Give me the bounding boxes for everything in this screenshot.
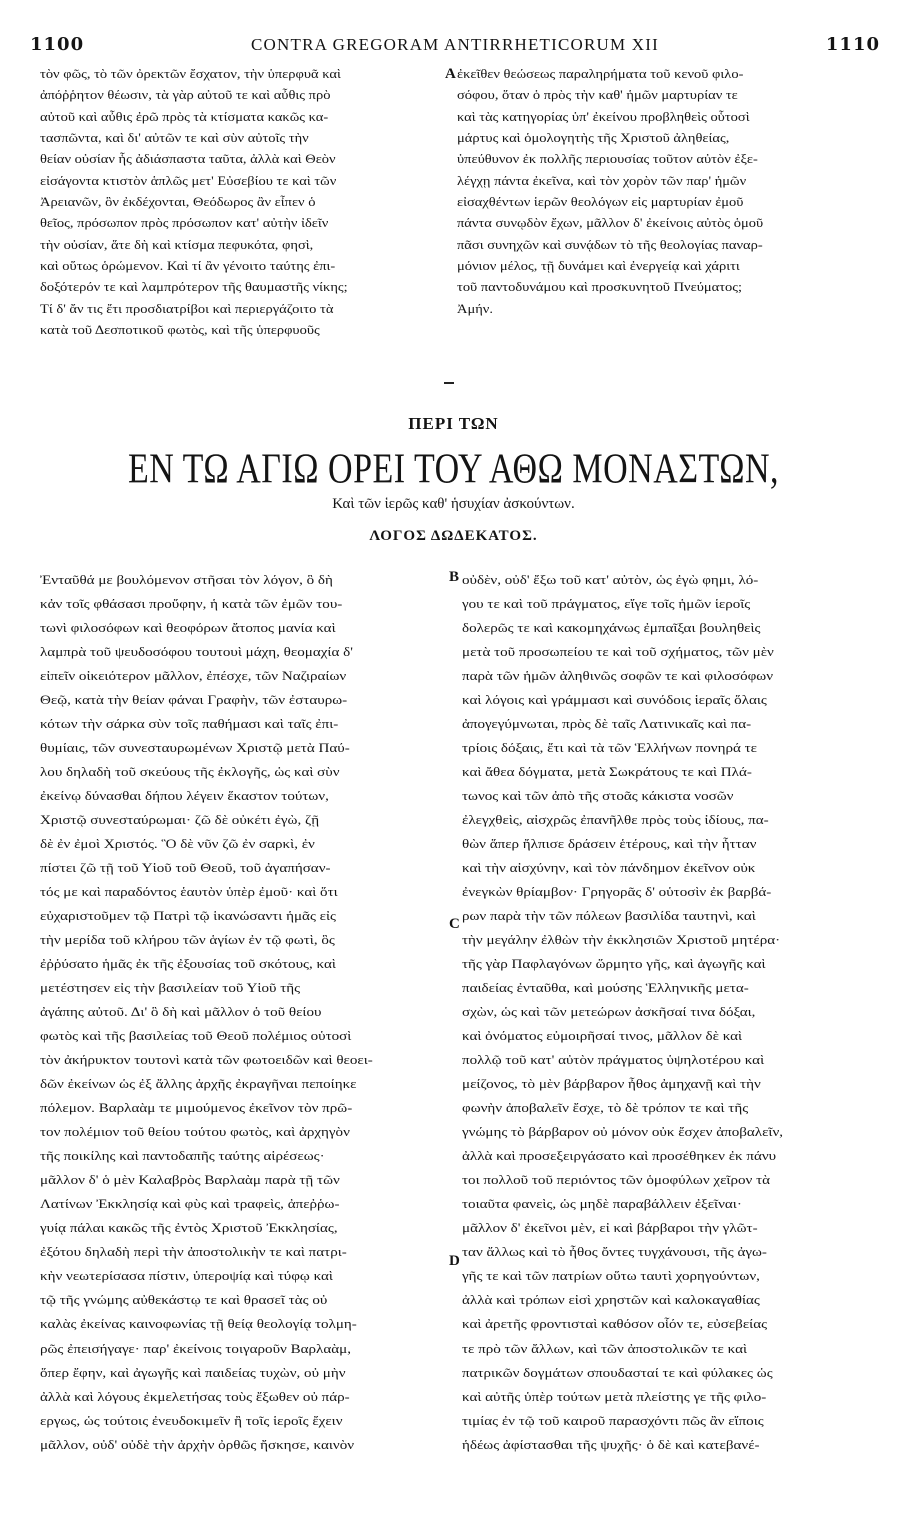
running-header: [30, 34, 880, 56]
text-line: λέγχῃ πάντα ἐκεῖνα, καὶ τὸν χορὸν τῶν παρ' ἡμῶν: [457, 173, 747, 188]
text-line: καὶ αὐτῆς ὑπὲρ τούτων μετὰ πλείστης γε τῆς φιλο-: [462, 1388, 767, 1404]
text-line: τὸν φῶς, τὸ τῶν ὀρεκτῶν ἔσχατον, τὴν ὑπερφυᾶ καὶ: [40, 67, 341, 81]
column-lower-right: [462, 568, 874, 1457]
text-line: ἀλλὰ καὶ τρόπων εἰσὶ χρηστῶν καὶ καλοκαγαθίας: [462, 1292, 760, 1308]
text-line: τιμίας ἐν τῷ τοῦ καιροῦ παρασχόντι πῶς ἂν εἴποις: [462, 1412, 764, 1428]
text-line: τῆς ποικίλης καὶ παντοδαπῆς ταύτης αἱρέσεως·: [40, 1148, 325, 1164]
text-line: τὴν μερίδα τοῦ κλήρου τῶν ἁγίων ἐν τῷ φωτὶ, ὃς: [40, 932, 335, 948]
text-line: Ἀμήν.: [457, 301, 493, 316]
text-line: ὅπερ ἔφην, καὶ ἀγωγῆς καὶ παιδείας τυχὼν, οὐ μὴν: [40, 1364, 346, 1380]
text-line: ἀγάπης αὐτοῦ. Δι' ὃ δὴ καὶ μᾶλλον ὁ τοῦ θείου: [40, 1004, 322, 1020]
margin-marker-a: A: [445, 66, 456, 82]
text-line: εὐχαριστοῦμεν τῷ Πατρὶ τῷ ἱκανώσαντι ἡμᾶς εἰς: [40, 908, 337, 924]
text-line: τοι πολλοῦ τοῦ περιόντος τῶν ὁμοφύλων χεῖρον τὰ: [462, 1172, 771, 1188]
text-line: ὑπεύθυνον ἐκ πολλῆς περιουσίας τοῦτον αὐτὸν ἐξε-: [457, 152, 758, 167]
text-line: τρίοις δόξαις, ἔτι καὶ τὰ τῶν Ἑλλήνων πονηρά τε: [462, 740, 757, 756]
text-line: εἰσάγοντα κτιστὸν ἁπλῶς μετ' Εὐσεβίου τε καὶ τῶν: [40, 173, 337, 188]
text-line: εργως, ὡς τούτοις ἐνευδοκιμεῖν ἢ τοῖς ἱεροῖς ἔχειν: [40, 1412, 343, 1428]
column-upper-left: [40, 64, 440, 341]
text-line: λαμπρὰ τοῦ ψευδοσόφου τουτουὶ μάχη, θεομαχία δ': [40, 644, 353, 660]
text-line: τὴν μεγάλην ἐλθὼν τὴν ἐκκλησιῶν Χριστοῦ μητέρα·: [462, 932, 781, 948]
text-line: εἰπεῖν οἰκειότερον μᾶλλον, ἐπέσχε, τῶν Ναζιραίων: [40, 668, 347, 684]
text-line: φωνὴν ἀποβαλεῖν ἔσχε, τὸ δὲ τρόπον τε καὶ τῆς: [462, 1100, 749, 1116]
text-line: οὐδὲν, οὐδ' ἔξω τοῦ κατ' αὐτὸν, ὡς ἐγὼ φημι, λό-: [462, 572, 759, 587]
text-line: παρὰ τῶν ἡμῶν ἀληθινῶς σοφῶν τε καὶ φιλοσόφων: [462, 668, 774, 684]
text-line: δολερῶς τε καὶ κακομηχάνως ἐμπαῖξαι βουληθεὶς: [462, 620, 761, 636]
text-line: ἐξότου δηλαδὴ περὶ τὴν ἀποστολικὴν τε καὶ πατρι-: [40, 1244, 347, 1260]
text-line: λου δηλαδὴ τοῦ σκεύους τῆς ἐκλογῆς, ὡς καὶ σὺν: [40, 764, 340, 780]
text-line: μείζονος, τὸ μὲν βάρβαρον ἦθος ἀμηχανῇ καὶ τὴν: [462, 1076, 761, 1092]
text-line: κότων τὴν σάρκα σὺν τοῖς παθήμασι καὶ ταῖς ἐπι-: [40, 716, 339, 732]
margin-marker-b: B: [449, 569, 460, 585]
column-upper-right: [457, 64, 872, 320]
text-line: ἀλλὰ καὶ προσεξειργάσατο καὶ προσέθηκεν ἐκ πάνυ: [462, 1148, 777, 1164]
text-line: Θεῷ, κατὰ τὴν θείαν φάναι Γραφὴν, τῶν ἐσταυρω-: [40, 692, 348, 708]
text-line: γῆς τε καὶ τῶν πατρίων οὕτω ταυτὶ χορηγούντων,: [462, 1268, 760, 1284]
text-line: αὐτοῦ καὶ αὖθις ἐρῶ πρὸς τὰ κτίσματα κακῶς κα-: [40, 109, 329, 124]
text-line: τωνος καὶ τῶν ἀπὸ τῆς στοᾶς κάκιστα νοσῶν: [462, 788, 734, 804]
text-line: τε πρὸ τῶν ἄλλων, καὶ τῶν ἀποστολικῶν τε καὶ: [462, 1340, 748, 1356]
text-line: εἰσαχθέντων ἱερῶν θεολόγων εἰς μαρτυρίαν ἐμοῦ: [457, 195, 744, 210]
text-line: ρῶς ἐπεισήγαγε· παρ' ἐκείνοις τοιγαροῦν Βαρλαὰμ,: [40, 1340, 351, 1356]
section-heading-subtitle: Καὶ τῶν ἱερῶς καθ' ἡσυχίαν ἀσκούντων.: [332, 496, 575, 512]
text-line: καὶ τὰς κατηγορίας ὑπ' ἐκείνου προβληθεὶς οὗτοσὶ: [457, 109, 750, 124]
text-line: τῆς γὰρ Παφλαγόνων ὥρμητο γῆς, καὶ ἀγωγῆς καὶ: [462, 956, 766, 972]
text-line: τὴν οὐσίαν, ἅτε δὴ καὶ κτίσμα πεφυκότα, φησὶ,: [40, 237, 314, 252]
section-heading-title: ΕΝ ΤΩ ΑΓΙΩ ΟΡΕΙ ΤΟΥ ΑΘΩ ΜΟΝΑΣΤΩΝ,: [127, 446, 780, 493]
text-line: καὶ λόγοις καὶ γράμμασι καὶ συνόδοις ἱεραῖς ὅλαις: [462, 692, 767, 708]
text-line: θείαν οὐσίαν ἧς ἀδιάσπαστα ταῦτα, ἀλλὰ καὶ Θεὸν: [40, 152, 336, 167]
text-line: καὶ ὀνόματος εὐμοιρῆσαί τινος, μᾶλλον δὲ καὶ: [462, 1028, 743, 1044]
page-number-right: 1110: [825, 34, 880, 55]
text-line: μόνιον μέλος, τῇ δυνάμει καὶ ἐνεργείᾳ καὶ χάριτι: [457, 259, 740, 274]
text-line: μετέστησεν εἰς τὴν βασιλείαν τοῦ Υἱοῦ τῆς: [40, 980, 301, 996]
section-heading-logos: ΛΟΓΟΣ ΔΩΔΕΚΑΤΟΣ.: [369, 528, 538, 544]
column-lower-left: [40, 568, 445, 1457]
text-line: πόλεμον. Βαρλαὰμ τε μιμούμενος ἐκεῖνον τὸν πρῶ-: [40, 1100, 353, 1116]
text-line: τῷ τῆς γνώμης αὐθεκάστῳ τε καὶ θρασεῖ τὰς οὐ: [40, 1292, 328, 1308]
text-line: καλὰς ἐκείνας καινοφωνίας τῇ θείᾳ θεολογίᾳ τολμη-: [40, 1316, 357, 1332]
text-line: μάρτυς καὶ ὁμολογητὴς τῆς Χριστοῦ ἀληθείας,: [457, 131, 730, 146]
text-line: ἐλεγχθεὶς, αἰσχρῶς ἐπανῆλθε πρὸς τοὺς ἰδίους, πα-: [462, 812, 769, 828]
text-line: δῶν ἐκείνων ὡς ἐξ ἄλλης ἀρχῆς ἐκραγῆναι πεποίηκε: [40, 1076, 357, 1092]
text-line: πολλῷ τοῦ κατ' αὐτὸν πράγματος ὑψηλοτέρου καὶ: [462, 1052, 765, 1068]
margin-marker-d: D: [449, 1253, 460, 1269]
text-line: ἡδέως ἀφίστασθαι τῆς ψυχῆς· ὁ δὲ καὶ κατεβανέ-: [462, 1436, 760, 1452]
margin-marker-c: C: [449, 916, 460, 932]
text-line: δὲ ἐν ἐμοὶ Χριστός. Ὃ δὲ νῦν ζῶ ἐν σαρκὶ, ἐν: [40, 836, 315, 852]
text-line: φωτὸς καὶ τῆς βασιλείας τοῦ Θεοῦ πολέμιος οὑτοσὶ: [40, 1028, 352, 1044]
text-line: θυμίαις, τῶν συνεσταυρωμένων Χριστῷ μετὰ Παύ-: [40, 740, 350, 756]
text-line: Λατίνων Ἐκκλησίᾳ καὶ φὺς καὶ τραφεὶς, ἀπεῤῥω-: [40, 1196, 340, 1212]
text-line: ἀπόῤῥητον θέωσιν, τὰ γὰρ αὐτοῦ τε καὶ αὖθις πρὸ: [40, 88, 331, 103]
text-line: καὶ οὕτως ὁρώμενον. Καὶ τί ἂν γένοιτο ταύτης ἐπι-: [40, 259, 336, 274]
text-line: μᾶλλον δ' ἐκεῖνοι μὲν, εἰ καὶ βάρβαροι τὴν γλῶτ-: [462, 1220, 758, 1236]
page-number-left: 1100: [30, 34, 85, 55]
text-line: καὶ ἄθεα δόγματα, μετὰ Σωκράτους τε καὶ Πλά-: [462, 764, 752, 780]
text-line: σόφου, ὅταν ὁ πρὸς τὴν καθ' ἡμῶν μαρτυρίαν τε: [457, 88, 738, 103]
text-line: τοιαῦτα φανεὶς, ὡς μηδὲ παραβάλλειν ἐξεῖναι·: [462, 1196, 742, 1212]
section-separator: [444, 382, 454, 384]
text-line: πᾶσι συνηχῶν καὶ συνᾴδων τὸ τῆς θεολογίας παναρ-: [457, 237, 763, 252]
text-line: καὶ τὴν αἰσχύνην, καὶ τὸν πάνδημον ἐκεῖνον οὐκ: [462, 860, 756, 876]
text-line: ἀλλὰ καὶ λόγους ἐκμελετήσας τοὺς ἔξωθεν οὐ πάρ-: [40, 1388, 350, 1404]
text-line: κἀν τοῖς φθάσασι προὔφην, ἡ κατὰ τῶν ἐμῶν του-: [40, 596, 343, 612]
text-line: τοῦ παντοδυνάμου καὶ προσκυνητοῦ Πνεύματος;: [457, 280, 743, 295]
text-line: γυίᾳ πάλαι κακῶς τῆς ἐντὸς Χριστοῦ Ἐκκλησίας,: [40, 1220, 338, 1236]
text-line: τον πολέμιον τοῦ θείου τούτου φωτὸς, καὶ ἀρχηγὸν: [40, 1124, 350, 1140]
text-line: πίστει ζῶ τῇ τοῦ Υἱοῦ τοῦ Θεοῦ, τοῦ ἀγαπήσαν-: [40, 860, 331, 876]
text-line: ἐνεγκὼν θρίαμβον· Γρηγορᾶς δ' οὑτοσὶν ἐκ βαρβά-: [462, 884, 772, 900]
running-title: CONTRA GREGORAM ANTIRRHETICORUM XII: [251, 35, 659, 54]
text-line: ταν ἄλλως καὶ τὸ ἦθος ὄντες τυγχάνουσι, τῆς ἀγω-: [462, 1244, 767, 1260]
text-line: ἐῤῥύσατο ἡμᾶς ἐκ τῆς ἐξουσίας τοῦ σκότους, καὶ: [40, 956, 336, 972]
text-line: τωνὶ φιλοσόφων καὶ θεοφόρων ἄτοπος μανία καὶ: [40, 620, 336, 636]
text-line: ἐκείνῳ δύνασθαι δήπου λέγειν ἕκαστον τούτων,: [40, 788, 329, 804]
text-line: δοξότερόν τε καὶ λαμπρότερον τῆς θαυμαστῆς νίκης;: [40, 280, 348, 295]
section-heading-peri: ΠΕΡΙ ΤΩΝ: [408, 414, 499, 433]
text-line: μετὰ τοῦ προσωπείου τε καὶ τοῦ σχήματος, τῶν μὲν: [462, 644, 774, 660]
text-line: ἀπογεγύμνωται, πρὸς δὲ ταῖς Λατινικαῖς καὶ πα-: [462, 716, 752, 732]
text-line: Ἀρειανῶν, ὃν ἐκδέχονται, Θεόδωρος ἂν εἶπεν ὁ: [40, 195, 316, 210]
text-line: σχὼν, ὡς καὶ τῶν μετεώρων ἀσκῆσαί τινα δόξαι,: [462, 1004, 756, 1020]
text-line: θὼν ἅπερ ἤλπισε δράσειν ἑτέρους, καὶ τὴν ἧτταν: [462, 836, 757, 852]
text-line: μᾶλλον δ' ὁ μὲν Καλαβρὸς Βαρλαὰμ παρὰ τῇ τῶν: [40, 1172, 340, 1188]
text-line: κὴν νεωτερίσασα πίστιν, ὑπεροψίᾳ καὶ τύφῳ καὶ: [40, 1268, 333, 1284]
text-line: ἐκεῖθεν θεώσεως παραληρήματα τοῦ κενοῦ φιλο-: [457, 67, 744, 81]
text-line: πάντα συνῳδὸν ἔχων, μᾶλλον δ' ἐκείνοις αὐτὸς ὁμοῦ: [457, 216, 764, 231]
text-line: κατὰ τοῦ Δεσποτικοῦ φωτὸς, καὶ τῆς ὑπερφυοῦς: [40, 323, 320, 338]
text-line: γου τε καὶ τοῦ πράγματος, εἴγε τοῖς ἡμῶν ἱεροῖς: [462, 596, 751, 612]
text-line: θεῖος, πρόσωπον πρὸς πρόσωπον κατ' αὐτὴν ἰδεῖν: [40, 216, 329, 231]
text-line: μᾶλλον, οὐδ' οὐδὲ τὴν ἀρχὴν ὀρθῶς ἤσκησε, καινὸν: [40, 1436, 355, 1452]
text-line: γνώμης τὸ βάρβαρον οὐ μόνον οὐκ ἔσχεν ἀποβαλεῖν,: [462, 1124, 784, 1140]
text-line: τὸν ἀκήρυκτον τουτονὶ κατὰ τῶν φωτοειδῶν καὶ θεοει-: [40, 1052, 373, 1068]
text-line: καὶ ἀρετῆς φροντισταὶ καθόσον οἷόν τε, εὐσεβείας: [462, 1316, 768, 1332]
text-line: πατρικῶν δογμάτων σπουδασταί τε καὶ φύλακες ὡς: [462, 1364, 773, 1380]
text-line: ρων παρὰ τὴν τῶν πόλεων βασιλίδα ταυτηνὶ, καὶ: [462, 908, 756, 924]
text-line: Χριστῷ συνεσταύρωμαι· ζῶ δὲ οὐκέτι ἐγὼ, ζῇ: [40, 812, 320, 828]
text-line: παιδείας ἐνταῦθα, καὶ μούσης Ἑλληνικῆς μετα-: [462, 980, 749, 996]
text-line: τασπῶντα, καὶ δι' αὐτῶν τε καὶ σὺν αὐτοῖς τὴν: [40, 131, 309, 146]
text-line: Τί δ' ἄν τις ἔτι προσδιατρίβοι καὶ περιεργάζοιτο τὰ: [40, 301, 334, 316]
text-line: Ἐνταῦθά με βουλόμενον στῆσαι τὸν λόγον, ὃ δὴ: [40, 572, 333, 587]
text-line: τός με καὶ παραδόντος ἑαυτὸν ὑπὲρ ἐμοῦ· καὶ ὅτι: [40, 884, 338, 900]
